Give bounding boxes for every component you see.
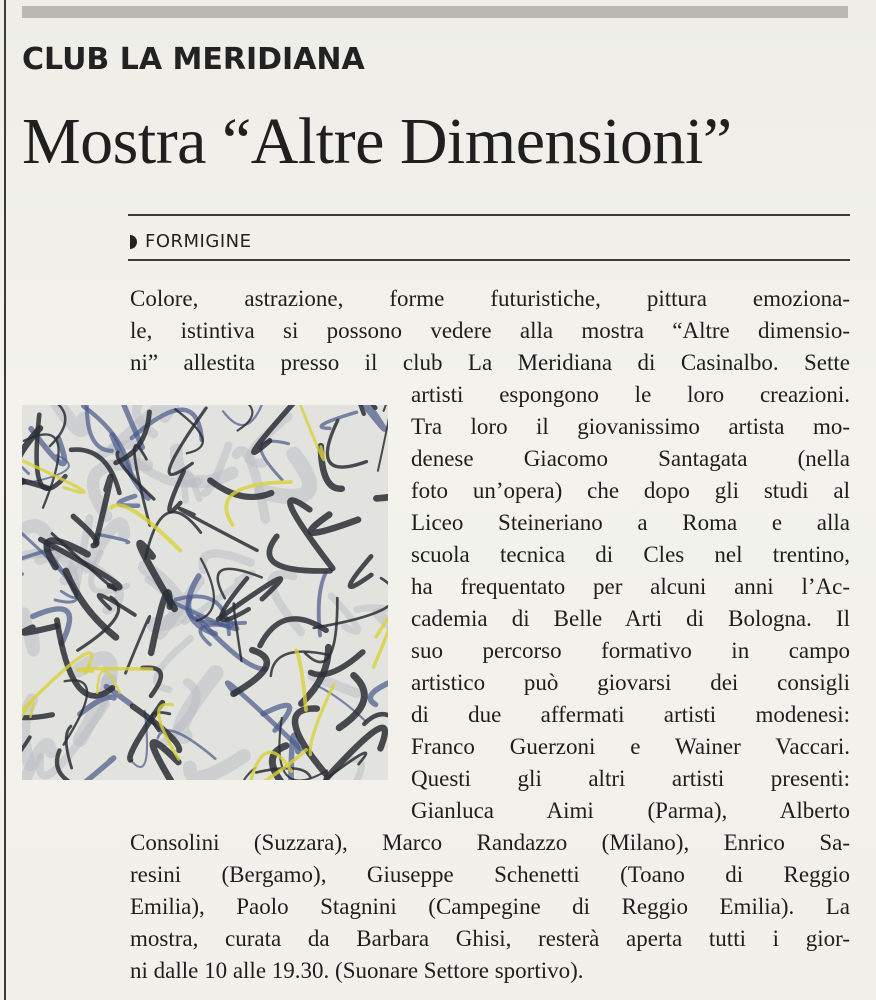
abstract-painting-image (22, 405, 388, 780)
body-line: artisti espongono le loro creazioni. (411, 382, 850, 407)
body-line: resini (Bergamo), Giuseppe Schenetti (Toano di Reggio (130, 862, 850, 887)
body-line: ni” allestita presso il club La Meridiana di Casinalbo. Sette (130, 350, 850, 375)
body-line: denese Giacomo Santagata (nella (411, 446, 850, 471)
dateline-top-rule (128, 214, 850, 216)
body-line: scuola tecnica di Cles nel trentino, (411, 542, 850, 567)
top-grey-bar (22, 6, 848, 18)
body-line: Gianluca Aimi (Parma), Alberto (411, 798, 850, 823)
body-line: Consolini (Suzzara), Marco Randazzo (Milano), Enrico Sa- (130, 830, 850, 855)
body-line: Questi gli altri artisti presenti: (411, 766, 850, 791)
body-line: artistico può giovarsi dei consigli (411, 670, 850, 695)
body-line: di due affermati artisti modenesi: (411, 702, 850, 727)
dateline-text: FORMIGINE (145, 231, 252, 252)
body-line: Franco Guerzoni e Wainer Vaccari. (411, 734, 850, 759)
body-line: Colore, astrazione, forme futuristiche, pittura emoziona- (130, 286, 850, 311)
body-line: ni dalle 10 alle 19.30. (Suonare Settore sportivo). (130, 958, 584, 983)
article-headline: Mostra “Altre Dimensioni” (22, 105, 732, 178)
body-line: ha frequentato per alcuni anni l’Ac- (411, 574, 850, 599)
dateline-bullet-icon (130, 235, 137, 249)
body-line: Liceo Steineriano a Roma e alla (411, 510, 850, 535)
painting-svg (22, 405, 388, 780)
column-border (4, 0, 6, 1000)
body-line: suo percorso formativo in campo (411, 638, 850, 663)
body-line: le, istintiva si possono vedere alla mostra “Altre dimensio- (130, 318, 850, 343)
body-line: mostra, curata da Barbara Ghisi, resterà aperta tutti i gior- (130, 926, 850, 951)
body-line: Tra loro il giovanissimo artista mo- (411, 414, 850, 439)
dateline-bottom-rule (128, 259, 850, 261)
section-kicker: CLUB LA MERIDIANA (22, 42, 365, 77)
dateline (130, 231, 251, 252)
body-line: Emilia), Paolo Stagnini (Campegine di Reggio Emilia). La (130, 894, 850, 919)
body-line: foto un’opera) che dopo gli studi al (411, 478, 850, 503)
body-line: cademia di Belle Arti di Bologna. Il (411, 606, 850, 631)
